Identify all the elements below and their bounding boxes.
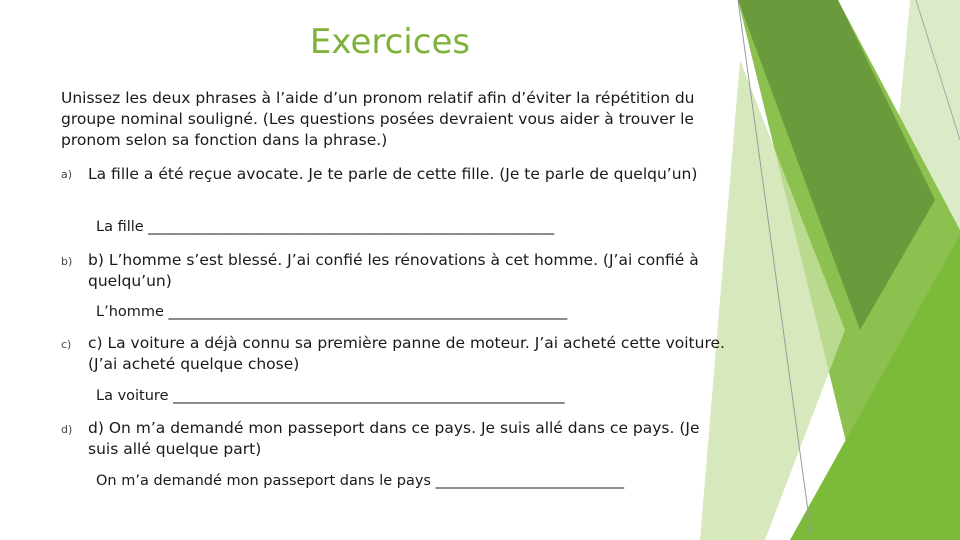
answer-line-d: On m’a demandé mon passeport dans le pays __________________________ [96, 473, 625, 489]
slide-title: Exercices [309, 22, 471, 62]
item-marker-b: b) [61, 255, 73, 268]
item-marker-d: d) [61, 423, 73, 436]
item-marker-a: a) [61, 168, 73, 181]
instructions-text: Unissez les deux phrases à l’aide d’un pronom relatif afin d’éviter la répétition du groupe nominal souligné. (Les questions posées devraient vous aider à trouver le pronom selon sa fonction dans la phrase.) [61, 89, 695, 149]
answer-line-b: L’homme _______________________________________________________ [96, 304, 568, 320]
item-text-a: La fille a été reçue avocate. Je te parle de cette fille. (Je te parle de quelqu’un) [88, 165, 698, 183]
item-text-c: c) La voiture a déjà connu sa première panne de moteur. J’ai acheté cette voiture. (J’ai acheté quelque chose) [88, 334, 725, 373]
answer-line-a: La fille ________________________________________________________ [96, 219, 555, 235]
item-text-d: d) On m’a demandé mon passeport dans ce pays. Je suis allé dans ce pays. (Je suis allé quelque part) [88, 419, 700, 458]
answer-line-c: La voiture ______________________________________________________ [96, 388, 565, 404]
item-marker-c: c) [61, 338, 72, 351]
item-text-b: b) L’homme s’est blessé. J’ai confié les rénovations à cet homme. (J’ai confié à quelqu’un) [88, 251, 699, 290]
